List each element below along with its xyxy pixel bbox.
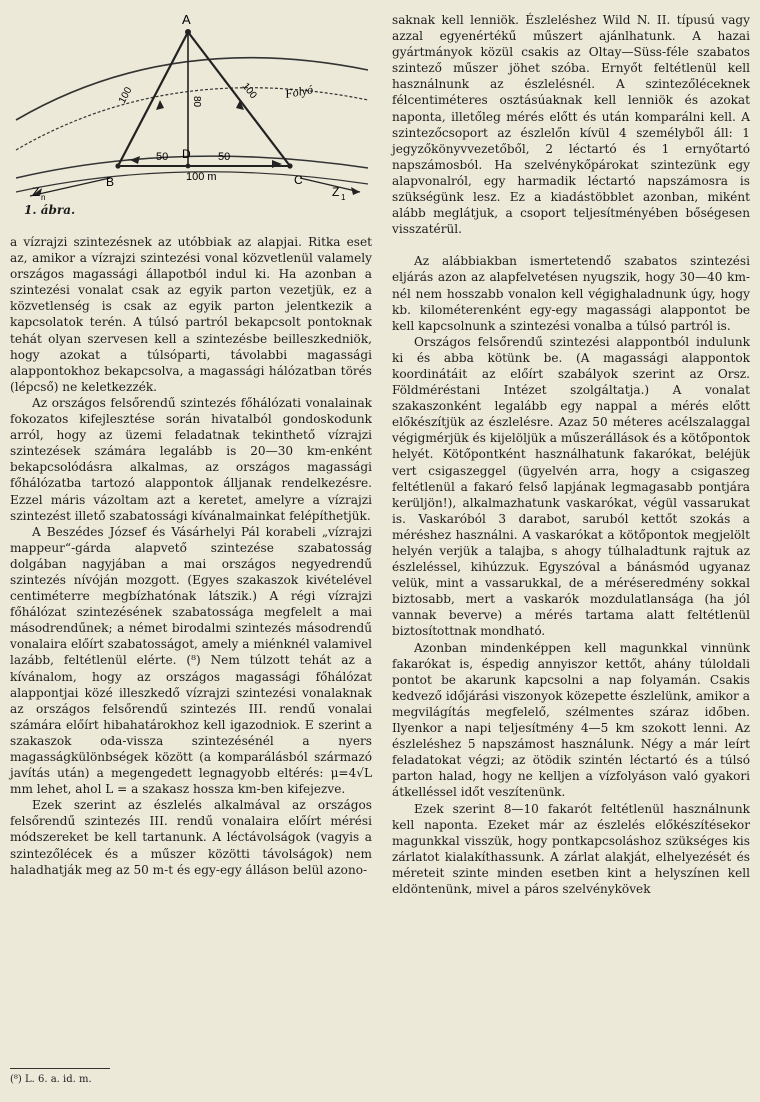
left-paragraph-1: a vízrajzi szintezésnek az utóbbiak az alapjai. Ritka eset az, amikor a vízrajzi szintezési vonal közvetlenül valamely országos magassági állapotból indul ki. Ha azonban a szintezési vonalat csak az egyik parton vezetjük, ez a közvetlenség is csak az egyik parton jelentkezik a kapcsolatok terén. A túlsó partról bekapcsolt pontoknak tehát olyan szervesen kell a szintezésbe beilleszkedniök, hogy azokat a túlsóparti, távolabbi magassági alappontokhoz bekapcsolva, a magassági hálózatban törés (lépcső) ne keletkezzék. xyxy=(10,235,372,394)
label-bd: 50 xyxy=(156,151,169,163)
right-paragraph-5: Ezek szerint 8—10 fakarót feltétlenül használnunk kell naponta. Ezeket már az észlelés előkészítésekor magunkkal visszük, hogy pontkapcsoláshoz szükséges kis zárlatot kialakíthassunk. A zárlat alakját, elhelyezését és méreteit szinte minden esetben kint a helyszínen kell eldöntenünk, mivel a páros szelvénykövek xyxy=(392,801,750,896)
right-column xyxy=(392,12,750,897)
label-ac: 100 xyxy=(239,81,259,101)
label-z1-sub: 1 xyxy=(341,193,346,202)
label-z1: Z xyxy=(332,185,340,199)
left-paragraph-4: Ezek szerint az észlelés alkalmával az országos felsőrendű szintezés III. rendű vonalaira előírt mérési módszereket be kell tartanunk. A léctávolságok (vagyis a szintezőlécek és a műszer közötti távolságok) nem haladhatják meg az 50 m-t és egy-egy álláson belül azono- xyxy=(10,798,372,877)
arrow-ab-icon xyxy=(156,100,164,110)
arrow-bd-icon xyxy=(130,156,140,164)
right-paragraph-4: Azonban mindenképpen kell magunkkal vinnünk fakarókat is, éspedig annyiszor kettőt, ahány túloldali pontot be akarunk kapcsolni a nap folyamán. Csakis kedvező időjárási viszonyok közepette észlelünk, amikor a megvilágítás megfelelő, szélmentes száraz időben. Ilyenkor a napi teljesítmény 4—5 km szokott lenni. Az észleléshez 5 napszámost használunk. Négy a már leírt feladatokat végzi; az ötödik szintén léctartó és a túlsó parton halad, hogy ne kelljen a vízfolyáson való gyakori átkelléssel időt veszítenünk. xyxy=(392,640,750,800)
footnote: (⁸) L. 6. a. id. m. xyxy=(10,1074,92,1085)
left-paragraph-3: A Beszédes József és Vásárhelyi Pál korabeli „vízrajzi mappeur“-gárda alapvető szintezése szabatosság dolgában nagyjában a mai országos negyedrendű szintezés nívóján mozgott. (Egyes szakaszok kivételével centiméterre megbízhatónak látszik.) A régi vízrajzi főhálózat szintezésének szabatossága megfelelt a mai másodrendűnek; a német birodalmi szintezés másodrendű vonalaira előírt szabatosságot, amely a miénknél valamivel lazább, feltétlenül elérte. (⁸) Nem túlzott tehát az a kívánalom, hogy az országos magassági főhálózat alappontjai közé illeszkedő vízrajzi szintezési vonalaknak az országos felsőrendű szintezés III. rendű vonalai számára előírt hibahatárokhoz kell igazodniok. E szerint a szakaszok oda-vissza szintezésénél a nyers magasságkülönbségek között (a komparálásból származó javítás után) a megengedett legnagyobb eltérés: μ=4√L mm lehet, ahol L = a szakasz hossza km-ben kifejezve. xyxy=(10,524,372,797)
right-paragraph-1: saknak kell lenniök. Észleléshez Wild N. II. típusú vagy azzal egyenértékű műszert ajánlhatunk. A hazai gyártmányok közül csakis az Oltay—Süss-féle szabatos szintező műszer jöhet szóba. Ernyőt feltétlenül kell használnunk az észlelésnél. A szintezőléceknek félcentiméteres osztásúaknak kell lenniök és azokat naponta, illetőleg mérés előtt és után komparálni kell. A szintezőcsoport az észlelőn kívül 4 személyből áll: 1 jegyzőkönyvvezetőből, 2 léctartó és 1 ernyőtartó napszámosból. Ha szelvénykőpárokat szintezünk egy alapvonalról, egy harmadik léctartó napszámosra is szükségünk lesz. Ez a kiadástöbblet azonban, miként alább meglátjuk, a csoport teljesítményében bőségesen visszatérül. xyxy=(392,13,750,237)
river-bank-upper xyxy=(16,58,368,120)
label-dc: 50 xyxy=(218,151,231,163)
figure-1 xyxy=(10,0,372,232)
point-c xyxy=(287,163,292,168)
right-paragraph-3: Országos felsőrendű szintezési alappontból indulunk ki és abba kötünk be. (A magassági alappontok koordinátáit az előírt szabályok szerint az Orsz. Földméréstani Intézet szolgáltatja.) A vonalat szakaszonként legalább egy nappal a mérés előtt előkészítjük az észlelésre. Azaz 50 méteres acélszalaggal végigmérjük és kijelöljük a műszerállások és a kötőpontok helyét. Kötőpontként használhatunk fakarókat, beléjük vert csigaszeggel (ügyelvén arra, hogy a csigaszeg feltétlenül a fakaró felső lapjának legmagasabb pontjára kerüljön!), alkalmazhatunk vaskarókat, végül vassarukat is. Vaskaróból 3 darabot, saruból kettőt szokás a méréshez használni. A vaskarókat a kötőpontok megjelölt helyén verjük a talajba, s ahogy túlhaladtunk rajtuk az észleléssel, kihúzzuk. Egyszóval a bánásmód ugyanaz velük, mint a vassarukkal, de a méréseredmény sokkal biztosabb, mert a vaskarók mozdulatlansága (ha jól vannak beverve) a mérés tartama alatt feltétlenül biztosítottnak mondható. xyxy=(392,334,750,639)
label-zn: Z xyxy=(32,185,40,199)
label-c: C xyxy=(294,173,303,187)
label-ad: 80 xyxy=(191,96,202,108)
figure-caption: 1. ábra. xyxy=(24,203,76,217)
label-b: B xyxy=(106,175,115,189)
left-column xyxy=(10,234,372,878)
label-d: D xyxy=(182,147,191,161)
label-a: A xyxy=(182,12,191,27)
traverse-right xyxy=(300,178,360,192)
left-paragraph-2: Az országos felsőrendű szintezés főhálózati vonalainak fokozatos kifejlesztése során hivatalból gondoskodunk arról, hogy az üzemi feladatnak tekinthető vízrajzi szintezések számára legalább is 20—30 km-enként bekapcsolódásra alkalmas, az országos magassági főhálózatba tartozó alappontok álljanak rendelkezésre. Ezzel máris vázoltam azt a keretet, amelyre a vízrajzi szintezést illető szabatossági kívánalmainkat felépíthetjük. xyxy=(10,395,372,523)
label-bc: 100 m xyxy=(186,171,217,183)
point-a xyxy=(185,29,191,35)
point-b xyxy=(115,163,120,168)
edge-ac xyxy=(188,32,290,166)
right-paragraph-2: Az alábbiakban ismertetendő szabatos szintezési eljárás azon az alapfelvetésen nyugszik, hogy 30—40 km-nél nem hosszabb vonalon kell végighaladnunk úgy, hogy kb. kilométerenként egy-egy magassági alappontot be kell kapcsolnunk a szintezési vonalba a túlsó partról is. xyxy=(392,254,750,333)
point-d xyxy=(186,164,191,169)
footnote-rule xyxy=(10,1068,110,1069)
label-folyo: Folyó xyxy=(284,82,315,101)
label-zn-sub: n xyxy=(41,193,46,202)
label-ab: 100 xyxy=(116,85,135,106)
triangulation-diagram xyxy=(10,0,372,232)
